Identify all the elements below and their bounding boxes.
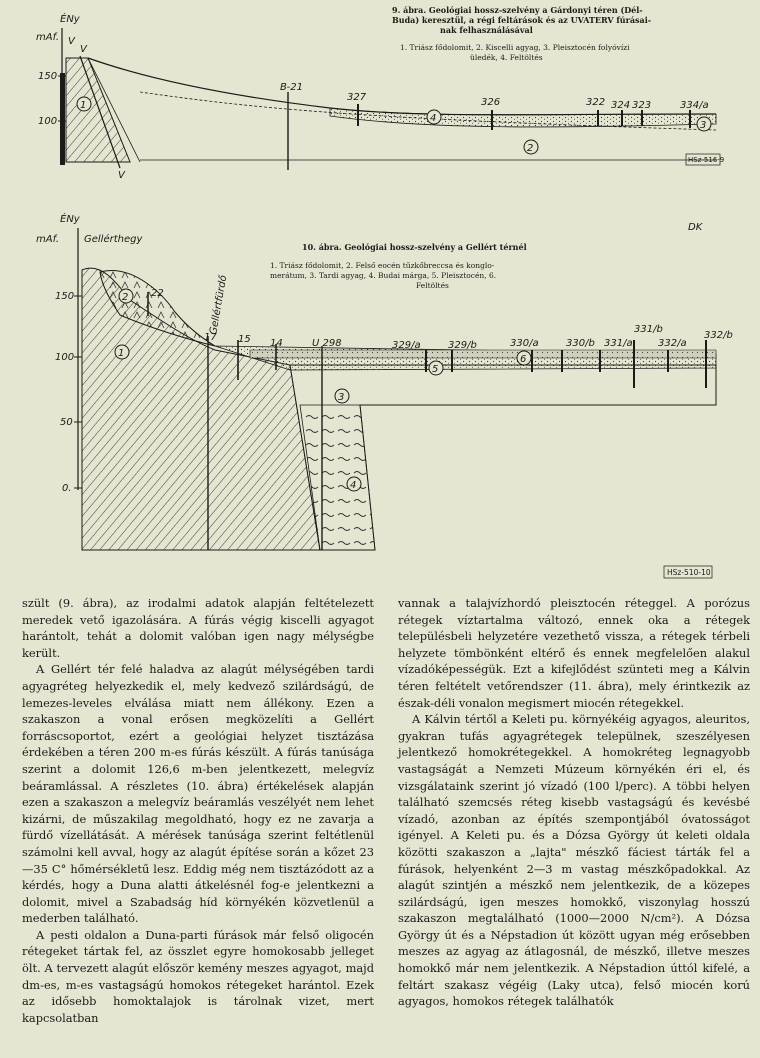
figure-10-cross-section (0, 200, 760, 590)
fig9-caption-line-3: nak felhasználásával (440, 25, 533, 35)
fig10-borehole-331b: 331/b (634, 324, 663, 335)
fig9-caption-line-1: 9. ábra. Geológiai hossz-szelvény a Gárdonyi téren (Dél- (392, 5, 643, 15)
paragraph: A Gellért tér felé haladva az alagút mélységében tardi agyagréteg helyezkedik el, mely kedvező szilárdságú, de lemezes-leveles elválása miatt nem állékony. Ezen a szakaszon a vonal erősen megközelíti a Gellért forráscsoportot, ezért a geológiai helyzet tisztázása érdekében a téren 200 m-es fúrás készült. A fúrás tanúsága szerint a dolomit 126,6 m-ben jelentkezett, melegvíz beáramlással. A részletes (10. ábra) értékelések alapján ezen a szakaszon a melegvíz beáramlás veszélyét nem lehet kizárni, de műszakilag megoldható, hogy ez ne zavarja a fürdő vízellátását. A mérések tanúsága szerint feltétlenül számolni kell avval, hogy az alagút építése során a kőzet 23—35 C° hőmérsékletű lesz. Eddig még nem tisztázódott az a kérdés, hogy a Duna alatti átkelésnél fog-e jelentkezni a dolomit, mivel a Szabadság híd környékén közvetlenül a mederben található. (22, 662, 374, 926)
fig10-direction-left: ÉNy (60, 214, 80, 225)
paragraph: A pesti oldalon a Duna-parti fúrások már felső oligocén rétegeket tártak fel, az összlet egyre homokosabb jelleget ölt. A tervezett alagút először kemény meszes agyagot, majd dm-es, m-es vastagságú homokos rétegeket harántol. Ezek az idősebb homoktalajok is tárolnak vizet, mert kapcsolatban (22, 927, 374, 1025)
fig9-borehole-327: 327 (347, 92, 367, 103)
fig9-fault-label-3: V (118, 170, 125, 181)
fig10-borehole-15: 15 (238, 334, 251, 345)
fig10-spa: Gellértfürdő (208, 274, 230, 336)
fig9-borehole-326: 326 (481, 97, 501, 108)
fig9-unit-3: 3 (700, 120, 707, 131)
fig9-unit-2: 2 (527, 143, 534, 154)
fig10-unit-5: 5 (432, 364, 439, 375)
fig9-legend-line-2: üledék, 4. Feltöltés (470, 53, 543, 62)
fig9-caption-line-2: Buda) keresztül, a régi feltárások és az UVATERV fúrásai- (392, 15, 652, 25)
fig10-borehole-u298: U 298 (312, 338, 342, 349)
fig10-stamp: HSz-510-10 (667, 568, 711, 577)
fig10-borehole-329b: 329/b (448, 340, 477, 351)
fig10-legend-line-2: merátum, 3. Tardi agyag, 4. Budai márga, 5. Pleisztocén, 6. (270, 271, 497, 280)
fig10-caption: 10. ábra. Geológiai hossz-szelvény a Gellért térnél (302, 242, 527, 252)
fig10-borehole-14: 14 (270, 338, 283, 349)
fig10-direction-right: DK (688, 222, 703, 233)
fig9-borehole-334a: 334/a (680, 100, 709, 111)
paragraph: A Kálvin tértől a Keleti pu. környékéig agyagos, aleuritos, gyakran tufás agyagrétegek települnek, szeszélyesen jelentkező homokrétegekkel. A homokréteg legnagyobb vastagságát a Nemzeti Múzeum környékén éri el, és vizsgálataink szerint jó vízadó (100 l/perc). A többi helyen található szemcsés réteg kisebb vastagságú és kevésbé vízadó, azonban az építés szempontjából óvatosságot igényel. A Keleti pu. és a Dózsa György út keleti oldala közötti szakaszon a „lajta" mészkő fáciest tárták fel a fúrások, helyenként 2—3 m vastag mészkőpadokkal. Az alagút szintjén a mészkő nem jelentkezik, de a közepes szilárdságú, igen meszes homokkő, viszonylag hosszú szakaszon megtalálható (1000—2000 N/cm²). A Dózsa György út és a Népstadion út között ugyan még erősebben meszes az agyag az átlagosnál, de mészkő, illetve meszes homokkő már nem jelentkezik. A Népstadion úttól kifelé, a feltárt szakasz végéig (Laky utca), felső miocén korú agyagos, homokos rétegek találhatók (398, 712, 750, 1009)
fig9-legend-line-1: 1. Triász fődolomit, 2. Kiscelli agyag, 3. Pleisztocén folyóvízi (400, 43, 630, 52)
text-column-left (22, 595, 374, 1026)
fig10-borehole-332a: 332/a (658, 338, 687, 349)
fig10-legend-line-3: Feltöltés (416, 281, 449, 290)
fig10-unit-3: 3 (338, 392, 345, 403)
fig10-legend-line-1: 1. Triász fődolomit, 2. Felső eocén tűzkőbreccsa és konglo- (270, 261, 495, 270)
fig9-unit-4: 4 (430, 113, 437, 124)
paragraph: vannak a talajvízhordó pleisztocén réteggel. A porózus rétegek víztartalma változó, ennek oka a rétegek településbeli helyzetére vezethető vissza, a rétegek térbeli helyzete tömbönként eltérő és ennek megfelelően alakul vízadóképességük. Ezt a kifejlődést szünteti meg a Kálvin téren feltételt vetőrendszer (11. ábra), mely érintkezik az észak-déli vonalon megismert miocén rétegekkel. (398, 596, 750, 710)
fig9-ytick-100: 100 (38, 116, 58, 127)
fig10-borehole-17: 17 (204, 332, 217, 343)
text-column-right (398, 595, 750, 1010)
fig9-unit-1: 1 (80, 100, 87, 111)
fig9-unit: mAf. (36, 32, 60, 43)
fig9-direction: ÉNy (60, 14, 80, 25)
fig9-stamp: HSz-516-9 (688, 156, 725, 164)
fig10-unit-1: 1 (118, 348, 125, 359)
fig9-ytick-150: 150 (38, 71, 58, 82)
fig10-borehole-332b: 332/b (704, 330, 733, 341)
fig10-ytick-0: 0. (62, 483, 72, 494)
fig9-borehole-324: 324 (611, 100, 631, 111)
fig10-borehole-22: 22 (151, 288, 164, 299)
fig10-ytick-50: 50 (60, 417, 73, 428)
fig9-borehole-323: 323 (632, 100, 652, 111)
fig10-borehole-330b: 330/b (566, 338, 595, 349)
paragraph: szült (9. ábra), az irodalmi adatok alapján feltételezett meredek vető igazolására. A fúrás végig kiscelli agyagot harántolt, tehát a dolomit valóban igen nagy mélységbe került. (22, 596, 374, 660)
fig10-ytick-150: 150 (55, 291, 75, 302)
fig9-fault-label-2: V (80, 44, 87, 55)
fig10-unit-2: 2 (122, 292, 129, 303)
fig10-borehole-329a: 329/a (392, 340, 421, 351)
fig10-unit: mAf. (36, 234, 60, 245)
fig9-borehole-b21: B-21 (280, 82, 304, 93)
fig10-hill: Gellérthegy (84, 234, 143, 245)
fig9-borehole-322: 322 (586, 97, 606, 108)
figure-9-cross-section (0, 0, 760, 200)
fig9-fault-label-1: V (68, 36, 75, 47)
fig10-borehole-330a: 330/a (510, 338, 539, 349)
fig10-ytick-100: 100 (55, 352, 75, 363)
fig10-unit-6: 6 (520, 354, 527, 365)
fig10-unit-4: 4 (350, 480, 357, 491)
fig10-borehole-331a: 331/a (604, 338, 633, 349)
